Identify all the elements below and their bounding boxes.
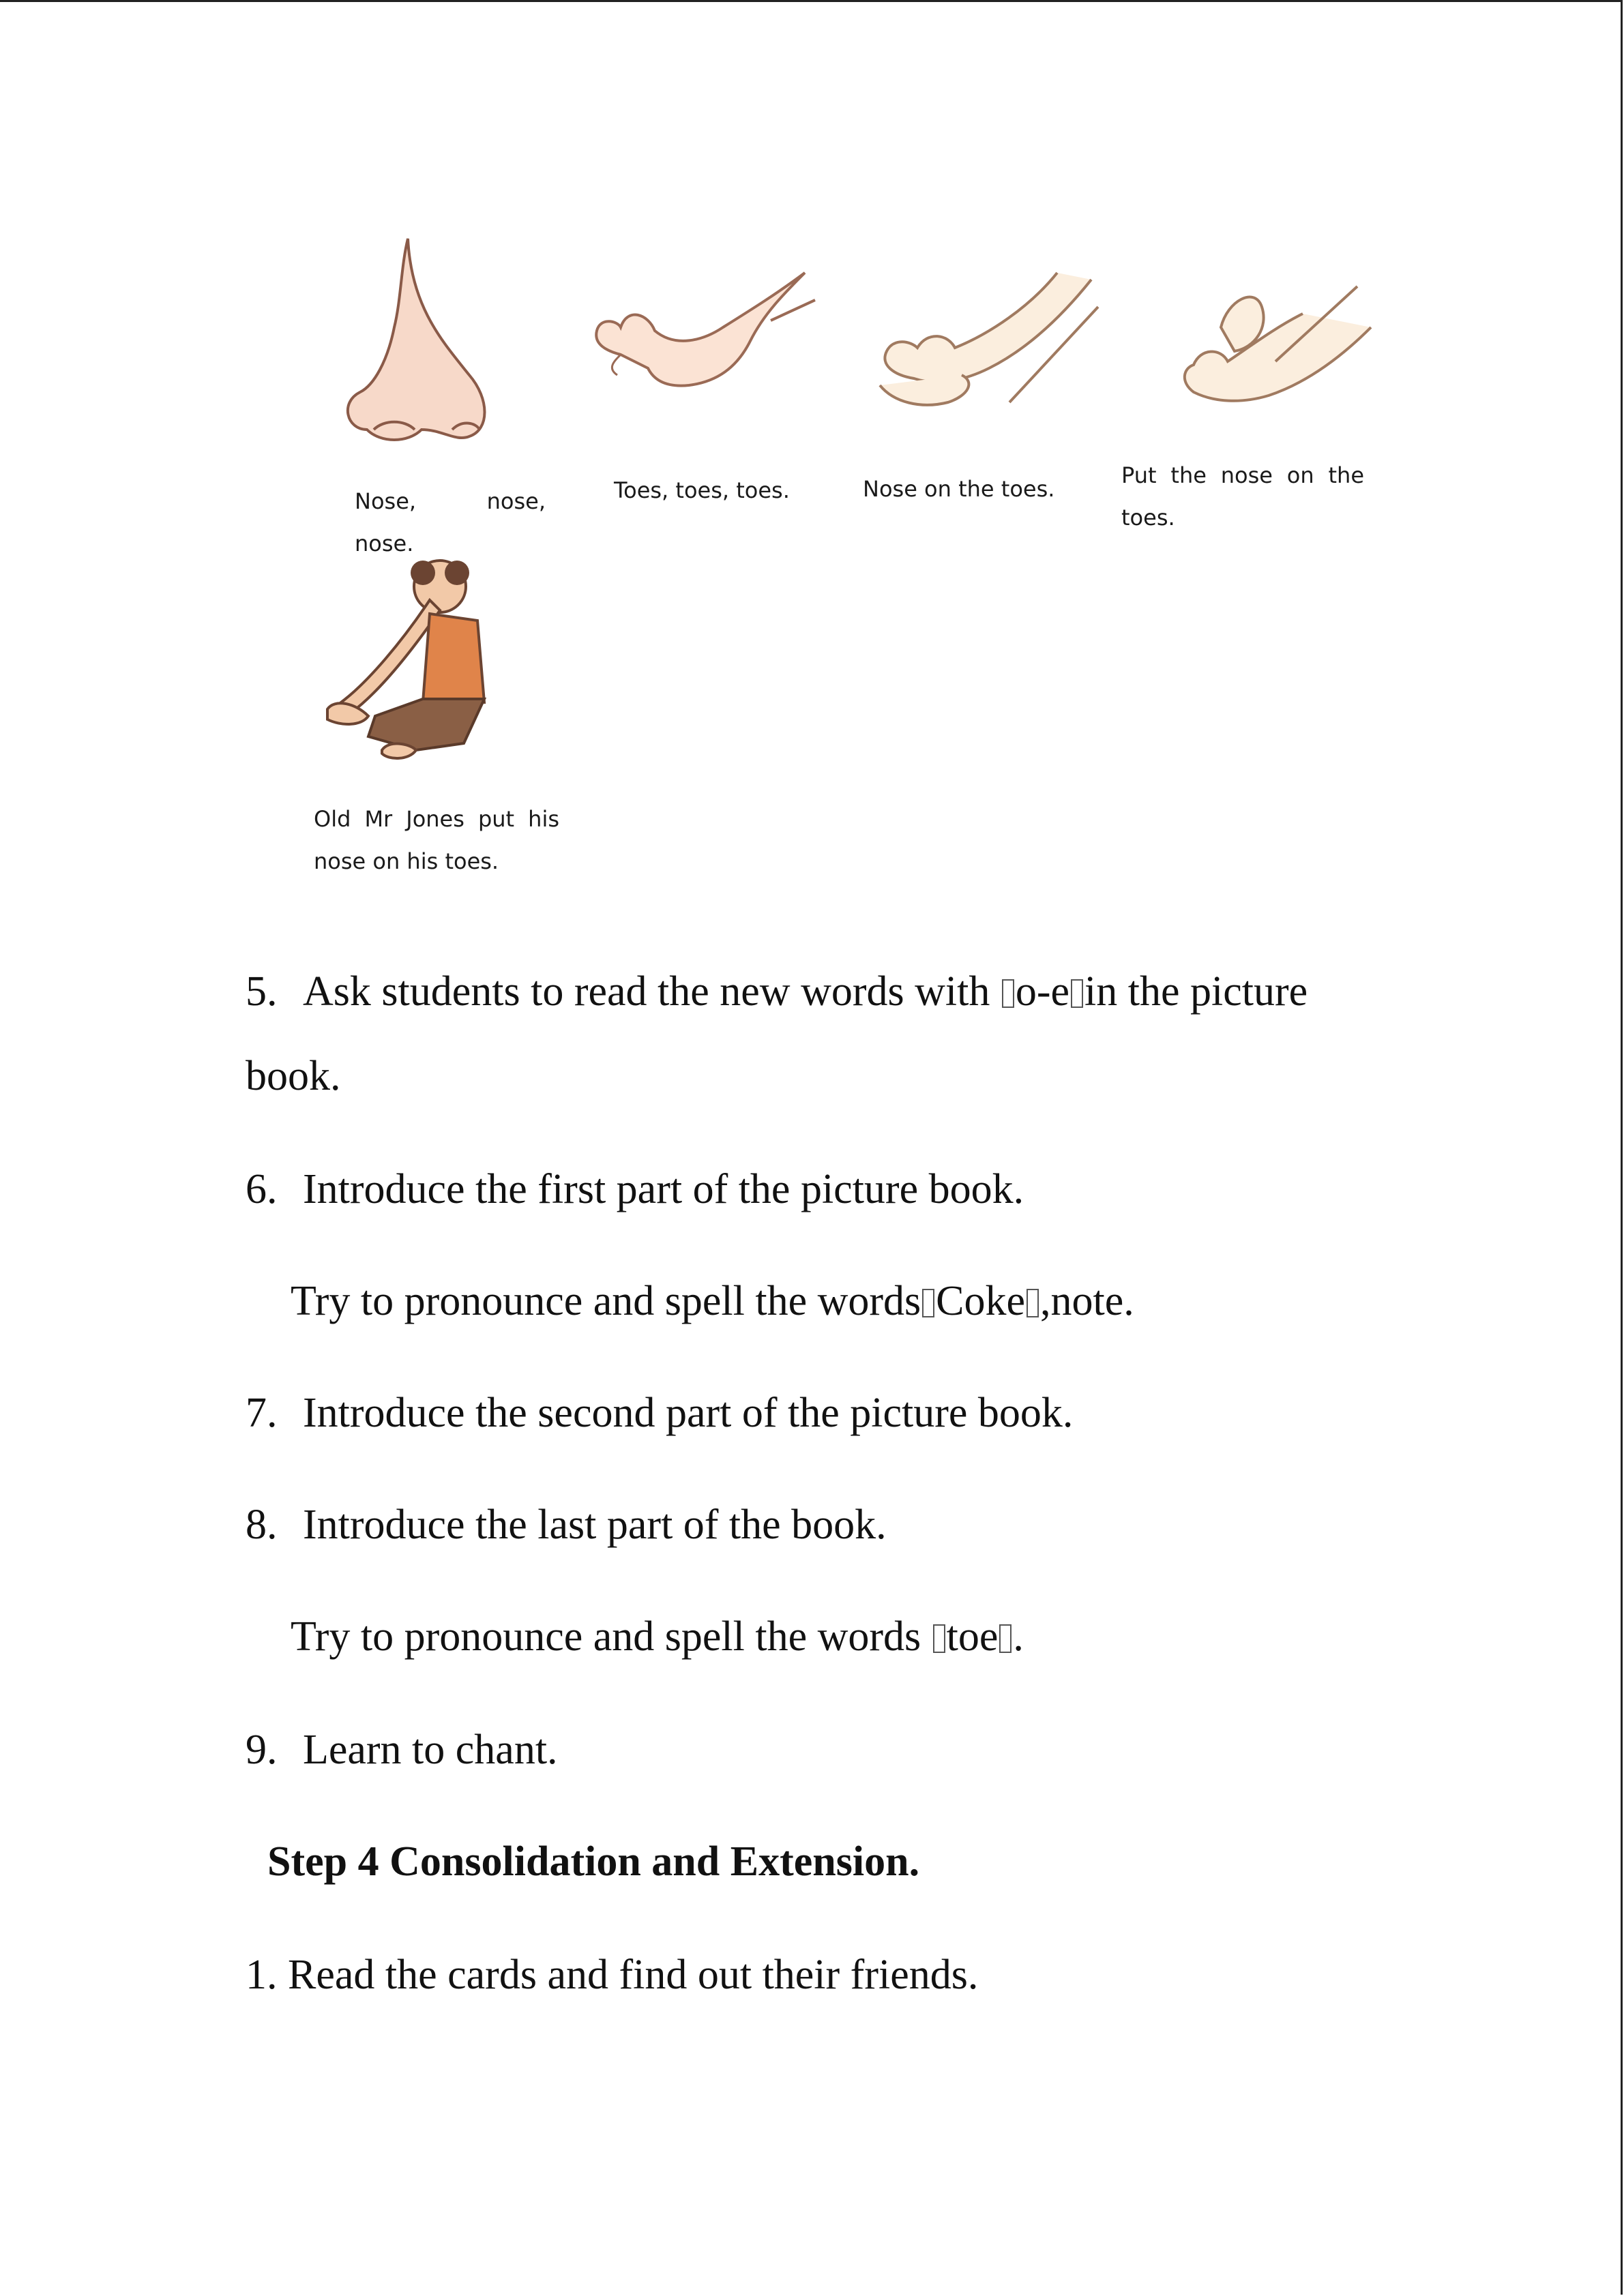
foot-illustration	[580, 266, 825, 430]
legs	[368, 699, 484, 750]
item-5-continued: book.	[246, 1053, 341, 1099]
final-item: 1. Read the cards and find out their friends.	[246, 1952, 979, 1998]
missing-glyph-box	[1027, 1289, 1039, 1317]
caption-mr-jones: Old Mr Jones put his nose on his toes.	[314, 806, 559, 874]
step-4-heading: Step 4 Consolidation and Extension.	[267, 1838, 920, 1885]
put-nose-illustration	[1153, 273, 1385, 450]
mr-jones-illustration	[314, 546, 512, 764]
foot-shape-3	[1185, 314, 1371, 401]
nose-illustration	[306, 225, 537, 464]
missing-glyph-box	[1002, 979, 1014, 1008]
caption-toes: Toes, toes, toes.	[614, 477, 790, 503]
caption-nose-on-toes: Nose on the toes.	[863, 476, 1055, 502]
missing-glyph-box	[1071, 979, 1083, 1008]
caption-put-nose: Put the nose on the toes.	[1121, 462, 1364, 531]
foot-shape-2	[885, 273, 1091, 382]
body	[423, 614, 484, 702]
missing-glyph-box	[999, 1624, 1012, 1653]
try-pronounce-2: Try to pronounce and spell the words toe .	[291, 1613, 1024, 1660]
nose-on-toes-illustration	[853, 266, 1112, 450]
try-pronounce-1: Try to pronounce and spell the words Coke ,note.	[291, 1278, 1134, 1324]
item-7: 7. Introduce the second part of the picture book.	[246, 1390, 1074, 1436]
item-6: 6. Introduce the first part of the picture book.	[246, 1166, 1024, 1212]
item-8: 8. Introduce the last part of the book.	[246, 1502, 887, 1548]
foot-shape	[596, 273, 805, 386]
missing-glyph-box	[922, 1289, 934, 1317]
nose-shape	[348, 239, 485, 440]
item-5: 5. Ask students to read the new words with o-e in the picture	[246, 968, 1308, 1015]
missing-glyph-box	[933, 1624, 945, 1653]
item-9: 9. Learn to chant.	[246, 1727, 558, 1773]
caption-nose: Nose, nose, nose.	[355, 488, 546, 556]
